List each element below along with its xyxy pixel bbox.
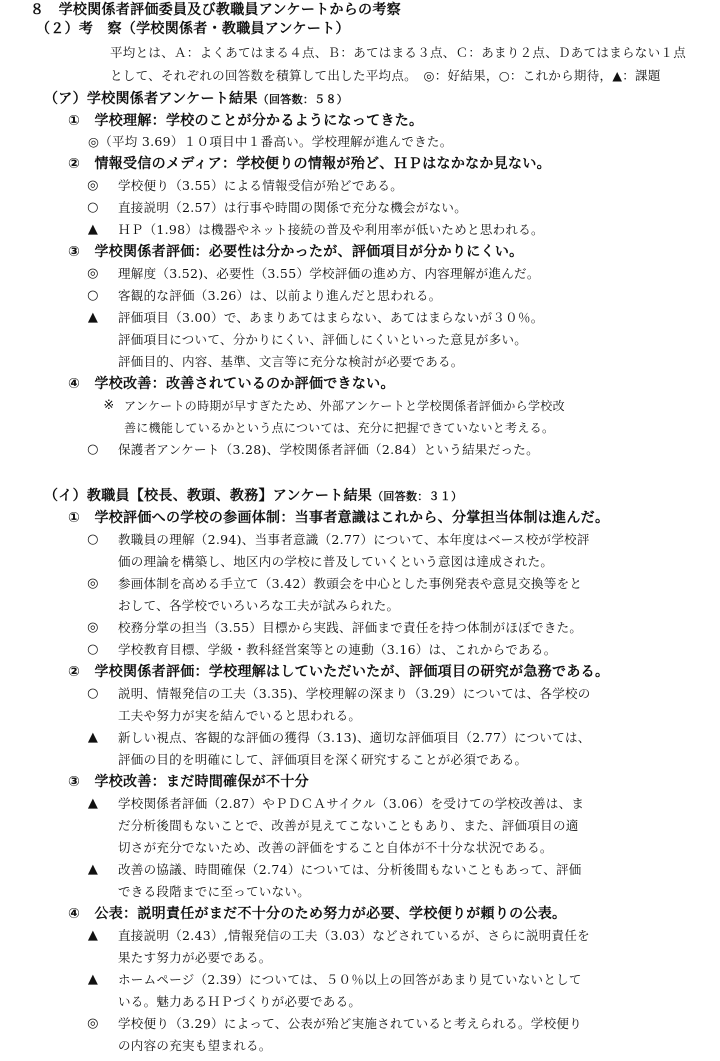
expect-mark-icon: ○ — [87, 642, 99, 657]
page-subtitle: （２）考 察（学校関係者・教職員アンケート） — [36, 21, 350, 37]
item-i4-line-6: の内容の充実も望まれる。 — [118, 1038, 272, 1053]
item-i2-line-4: 評価の目的を明確にして、評価項目を深く研究することが必須である。 — [118, 752, 528, 767]
issue-mark-icon: ▲ — [87, 972, 99, 987]
item-a4-heading: ④ 学校改善：改善されているのか評価できない。 — [68, 376, 395, 392]
item-a1-heading: ① 学校理解：学校のことが分かるようになってきた。 — [68, 113, 424, 129]
section-i-heading — [44, 487, 462, 506]
expect-mark-icon: ○ — [87, 442, 99, 457]
item-i1-line-5: 校務分掌の担当（3.55）目標から実践、評価まで責任を持つ体制がほぼできた。 — [118, 620, 583, 635]
item-i1-heading: ① 学校評価への学校の参画体制：当事者意識はこれから、分掌担当体制は進んだ。 — [68, 510, 610, 526]
item-a3-line-2: 客観的な評価（3.26）は、以前より進んだと思われる。 — [118, 288, 442, 303]
note-mark-icon: ※ — [103, 398, 115, 413]
item-i1-line-3: 参画体制を高める手立て（3.42）教頭会を中心とした事例発表や意見交換等をと — [118, 576, 583, 591]
item-i4-line-4: いる。魅力あるＨＰづくりが必要である。 — [118, 994, 362, 1009]
item-a2-line-2: 直接説明（2.57）は行事や時間の関係で充分な機会がない。 — [118, 200, 468, 215]
expect-mark-icon: ○ — [87, 288, 99, 303]
item-a3-line-1: 理解度（3.52)、必要性（3.55）学校評価の進め方、内容理解が進んだ。 — [118, 266, 540, 281]
intro-line-1: 平均とは、Ａ：よくあてはまる４点、Ｂ：あてはまる３点、Ｃ：あまり２点、Ｄあてはまらない１点 — [110, 45, 687, 60]
item-i3-line-3: 切さが充分でないため、改善の評価をすること自体が不十分な状況である。 — [118, 840, 553, 855]
good-mark-icon: ◎ — [87, 1016, 99, 1031]
issue-mark-icon: ▲ — [87, 928, 99, 943]
item-i3-line-4: 改善の協議、時間確保（2.74）については、分析後間もないこともあって、評価 — [118, 862, 582, 877]
item-i4-line-5: 学校便り（3.29）によって、公表が殆ど実施されていると考えられる。学校便り — [118, 1016, 582, 1031]
good-mark-icon: ◎ — [87, 266, 99, 281]
issue-mark-icon: ▲ — [87, 796, 99, 811]
section-i-title: （イ）教職員【校長、教頭、教務】アンケート結果 — [44, 488, 373, 504]
item-a4-line-3: 保護者アンケート（3.28)、学校関係者評価（2.84）という結果だった。 — [118, 442, 539, 457]
issue-mark-icon: ▲ — [87, 730, 99, 745]
item-i2-line-3: 新しい視点、客観的な評価の獲得（3.13)、適切な評価項目（2.77）については、 — [118, 730, 591, 745]
item-a4-line-2: 善に機能しているかという点については、充分に把握できていないと考える。 — [124, 421, 555, 435]
good-mark-icon: ◎ — [87, 620, 99, 635]
item-a1-line-1: ◎（平均 3.69）１０項目中１番高い。学校理解が進んできた。 — [88, 134, 453, 149]
intro-line-2: として、それぞれの回答数を積算して出した平均点。 ◎：好結果，○：これから期待，▲：課題 — [110, 68, 661, 83]
item-i4-line-1: 直接説明（2.43）,情報発信の工夫（3.03）などされているが、さらに説明責任を — [118, 928, 590, 943]
item-i1-line-2: 価の理論を構築し、地区内の学校に普及していくという意図は達成された。 — [118, 554, 554, 569]
issue-mark-icon: ▲ — [87, 310, 99, 325]
item-i3-line-5: できる段階までに至っていない。 — [118, 884, 311, 899]
item-a2-line-3: ＨＰ（1.98）は機器やネット接続の普及や利用率が低いためと思われる。 — [118, 222, 544, 237]
item-i2-heading: ② 学校関係者評価：学校理解はしていただいたが、評価項目の研究が急務である。 — [68, 664, 610, 680]
item-i3-heading: ③ 学校改善：まだ時間確保が不十分 — [68, 774, 309, 790]
item-a2-heading: ② 情報受信のメディア：学校便りの情報が殆ど、ＨＰはなかなか見ない。 — [68, 156, 551, 172]
item-a2-line-1: 学校便り（3.55）による情報受信が殆どである。 — [118, 178, 404, 193]
expect-mark-icon: ○ — [87, 686, 99, 701]
item-a4-line-1: アンケートの時期が早すぎたため、外部アンケートと学校関係者評価から学校改 — [124, 399, 565, 413]
section-i-count: （回答数：３１） — [372, 490, 463, 503]
item-a3-heading: ③ 学校関係者評価：必要性は分かったが、評価項目が分かりにくい。 — [68, 244, 524, 260]
section-a-count: （回答数：５８） — [257, 93, 349, 106]
good-mark-icon: ◎ — [87, 576, 99, 591]
item-a3-line-5: 評価目的、内容、基準、文言等に充分な検討が必要である。 — [118, 354, 464, 369]
section-a-title: （ア）学校関係者アンケート結果 — [44, 91, 258, 107]
item-i2-line-2: 工夫や努力が実を結んでいると思われる。 — [118, 708, 362, 723]
item-a3-line-4: 評価項目について、分かりにくい、評価しにくいといった意見が多い。 — [118, 332, 528, 347]
item-i1-line-6: 学校教育目標、学級・教科経営案等との連動（3.16）は、これからである。 — [118, 642, 557, 657]
section-a-heading — [44, 90, 348, 109]
good-mark-icon: ◎ — [87, 178, 99, 193]
item-i3-line-2: だ分析後間もないことで、改善が見えてこないこともあり、また、評価項目の適 — [118, 818, 579, 833]
expect-mark-icon: ○ — [87, 200, 99, 215]
issue-mark-icon: ▲ — [87, 862, 99, 877]
item-i1-line-4: おして、各学校でいろいろな工夫が試みられた。 — [118, 598, 400, 613]
item-i1-line-1: 教職員の理解（2.94)、当事者意識（2.77）について、本年度はベース校が学校評 — [118, 532, 590, 547]
item-i2-line-1: 説明、情報発信の工夫（3.35)、学校理解の深まり（3.29）については、各学校の — [118, 686, 591, 701]
item-i4-line-3: ホームページ（2.39）については、５０％以上の回答があまり見ていないとして — [118, 972, 582, 987]
page-title: ８ 学校関係者評価委員及び教職員アンケートからの考察 — [30, 2, 401, 18]
item-a3-line-3: 評価項目（3.00）で、あまりあてはまらない、あてはまらないが３０％。 — [118, 310, 544, 325]
issue-mark-icon: ▲ — [87, 222, 99, 237]
item-i3-line-1: 学校関係者評価（2.87）やＰＤＣＡサイクル（3.06）を受けての学校改善は、ま — [118, 796, 585, 811]
expect-mark-icon: ○ — [87, 532, 99, 547]
item-i4-line-2: 果たす努力が必要である。 — [118, 950, 272, 965]
item-i4-heading: ④ 公表：説明責任がまだ不十分のため努力が必要、学校便りが頼りの公表。 — [68, 906, 567, 922]
